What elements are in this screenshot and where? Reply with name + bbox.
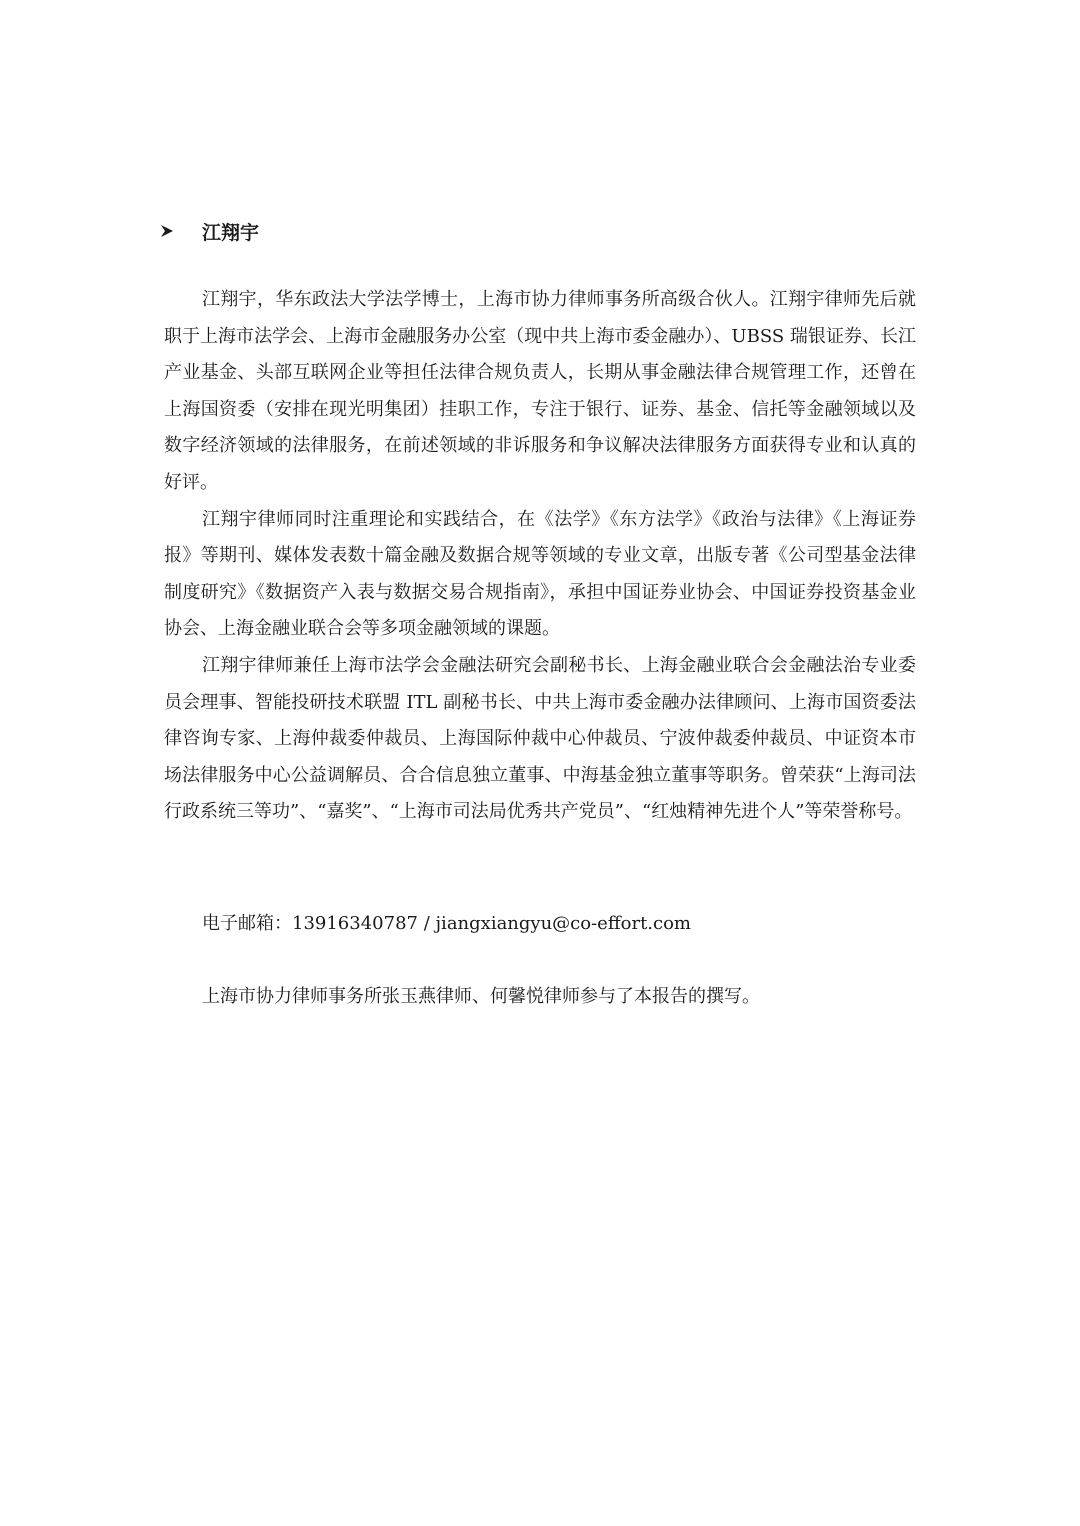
bio-paragraph-2: 江翔宇律师同时注重理论和实践结合，在《法学》《东方法学》《政治与法律》《上海证券报》等期刊、媒体发表数十篇金融及数据合规等领域的专业文章，出版专著《公司型基金法律制度研究》《数据资产入表与数据交易合规指南》，承担中国证券业协会、中国证券投资基金业协会、上海金融业联合会等多项金融领域的课题。 xyxy=(164,508,916,640)
bio-paragraph-1: 江翔宇，华东政法大学法学博士，上海市协力律师事务所高级合伙人。江翔宇律师先后就职于上海市法学会、上海市金融服务办公室（现中共上海市委金融办）、UBSS 瑞银证券、长江产业基金、头部互联网企业等担任法律合规负责人，长期从事金融法律合规管理工作，还曾在上海国资委（安排在现光明集团）挂职工作，专注于银行、证券、基金、信托等金融领域以及数字经济领域的法律服务，在前述领域的非诉服务和争议解决法律服务方面获得专业和认真的好评。 xyxy=(164,289,916,493)
bio-paragraph-3: 江翔宇律师兼任上海市法学会金融法研究会副秘书长、上海金融业联合会金融法治专业委员会理事、智能投研技术联盟 ITL 副秘书长、中共上海市委金融办法律顾问、上海市国资委法律咨询专家、上海仲裁委仲裁员、上海国际仲裁中心仲裁员、宁波仲裁委仲裁员、中证资本市场法律服务中心公益调解员、合合信息独立董事、中海基金独立董事等职务。曾荣获“上海司法行政系统三等功”、“嘉奖”、“上海市司法局优秀共产党员”、“红烛精神先进个人”等荣誉称号。 xyxy=(164,654,916,823)
section-heading xyxy=(160,214,259,248)
contributors-note: 上海市协力律师事务所张玉燕律师、何馨悦律师参与了本报告的撰写。 xyxy=(202,986,760,1007)
section-heading-name: 江翔宇 xyxy=(202,221,260,244)
contact-email: 电子邮箱：13916340787 / jiangxiangyu@co-effort.com xyxy=(202,913,692,934)
arrow-right-icon xyxy=(160,224,174,238)
bio-block xyxy=(164,282,916,831)
